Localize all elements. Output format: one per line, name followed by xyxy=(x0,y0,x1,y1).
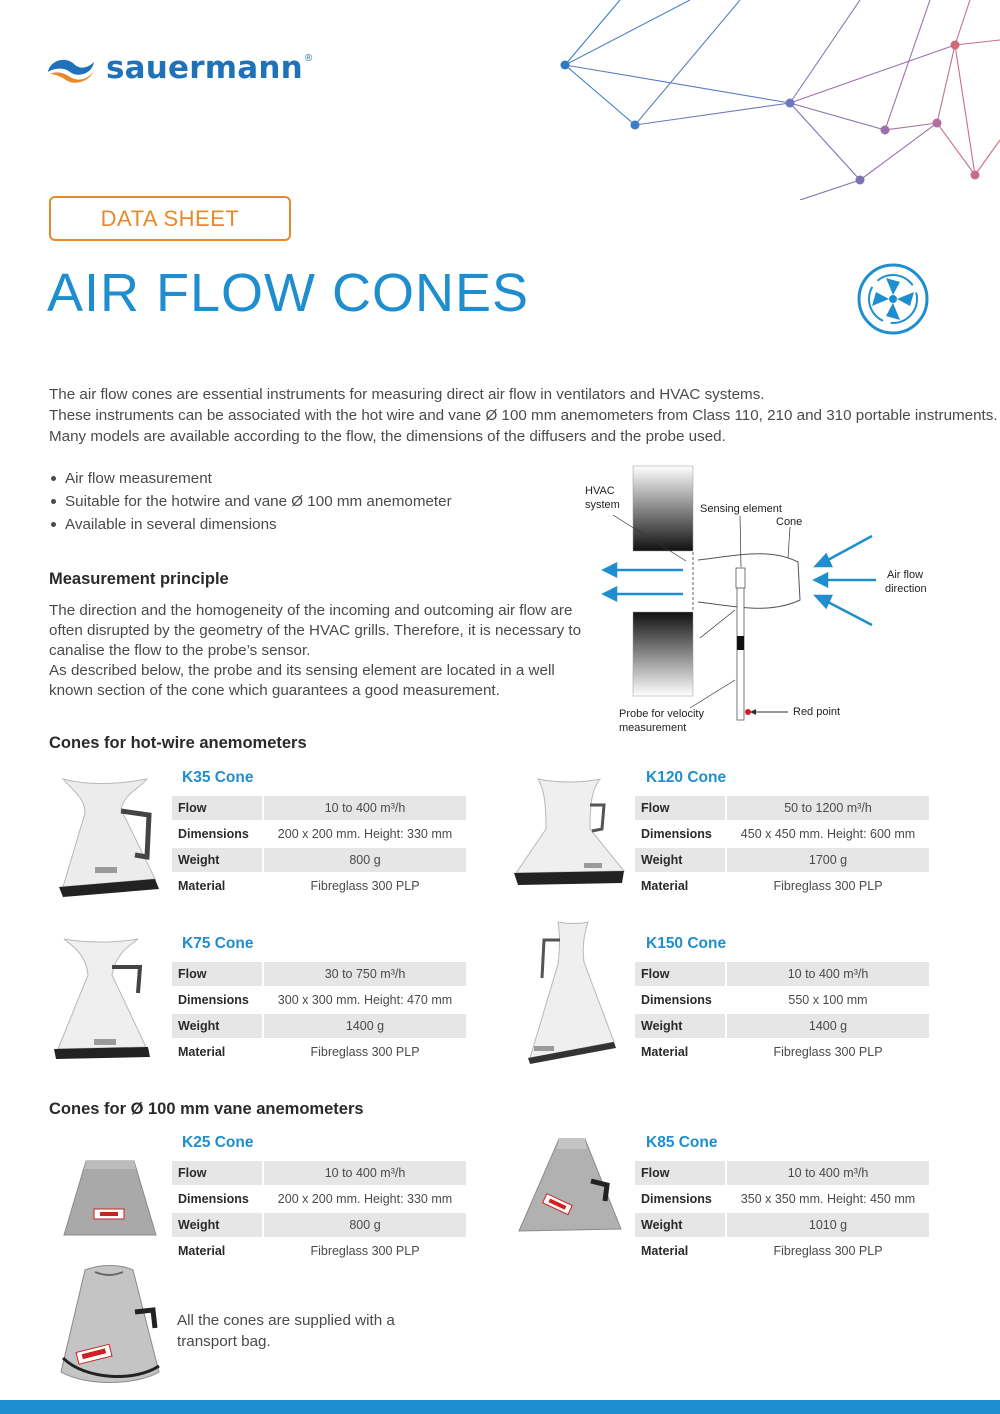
label-red-point: Red point xyxy=(793,706,841,718)
k120-title: K120 Cone xyxy=(646,769,727,786)
registered-mark: ® xyxy=(304,52,313,64)
principle-line: The direction and the homogeneity of the incoming and outcoming air flow are xyxy=(49,602,573,619)
intro-line: The air flow cones are essential instruments for measuring direct air flow in ventilators and HVAC systems. xyxy=(49,386,765,403)
k35-title: K35 Cone xyxy=(182,769,254,786)
feature-item xyxy=(49,513,549,536)
hotwire-heading: Cones for hot-wire anemometers xyxy=(49,734,307,752)
bag-note-line: transport bag. xyxy=(177,1333,271,1350)
spec-row xyxy=(635,1014,929,1038)
spec-value: 10 to 400 m³/h xyxy=(264,1161,466,1185)
spec-label: Flow xyxy=(172,1161,264,1185)
k150-cone-image xyxy=(522,918,622,1066)
hvac-upper-block xyxy=(633,466,693,551)
spec-label: Weight xyxy=(172,848,264,872)
k85-cone-image xyxy=(515,1135,627,1240)
label-airflow-1: Air flow xyxy=(887,569,924,581)
spec-value: 800 g xyxy=(264,1213,466,1237)
spec-value: Fibreglass 300 PLP xyxy=(773,879,883,893)
k85-title: K85 Cone xyxy=(646,1134,718,1151)
bullet-icon xyxy=(51,476,56,481)
spec-label: Flow xyxy=(635,962,727,986)
page-title: AIR FLOW CONES xyxy=(47,263,530,323)
vane-heading: Cones for Ø 100 mm vane anemometers xyxy=(49,1100,364,1118)
spec-row xyxy=(172,822,466,846)
spec-row xyxy=(172,1014,466,1038)
intro-line: These instruments can be associated with the hot wire and vane Ø 100 mm anemometers from Class 110, 210 and 310 portable instruments. xyxy=(49,407,998,424)
principle-line: As described below, the probe and its sensing element are located in a well xyxy=(49,662,555,679)
feature-text: Suitable for the hotwire and vane Ø 100 mm anemometer xyxy=(65,493,452,510)
probe-band xyxy=(737,636,744,650)
feature-text: Available in several dimensions xyxy=(65,516,277,533)
k35-spec-table xyxy=(172,794,466,900)
spec-row xyxy=(635,848,929,872)
spec-label: Material xyxy=(641,1045,689,1059)
label-airflow-2: direction xyxy=(885,583,927,595)
spec-label: Weight xyxy=(172,1014,264,1038)
spec-label: Weight xyxy=(635,1014,727,1038)
principle-line: canalise the flow to the probe’s sensor. xyxy=(49,642,311,659)
bullet-icon xyxy=(51,499,56,504)
doc-type-label: DATA SHEET xyxy=(100,205,240,231)
bullet-icon xyxy=(51,522,56,527)
spec-label: Dimensions xyxy=(178,827,249,841)
spec-label: Flow xyxy=(635,796,727,820)
principle-line: often disrupted by the geometry of the HVAC grills. Therefore, it is necessary to xyxy=(49,622,582,639)
spec-label: Material xyxy=(641,1244,689,1258)
spec-row xyxy=(635,988,929,1012)
k120-cone-image xyxy=(512,775,627,895)
spec-label: Flow xyxy=(172,962,264,986)
spec-row xyxy=(635,1213,929,1237)
doc-type-badge xyxy=(49,196,291,241)
intro-paragraph xyxy=(49,384,998,447)
transport-bag-image xyxy=(55,1262,165,1390)
spec-value: 800 g xyxy=(264,848,466,872)
spec-label: Material xyxy=(641,879,689,893)
spec-row xyxy=(172,1213,466,1237)
spec-row xyxy=(172,848,466,872)
label-sensing: Sensing element xyxy=(700,503,782,515)
spec-value: 1010 g xyxy=(727,1213,929,1237)
spec-value: Fibreglass 300 PLP xyxy=(310,1244,420,1258)
spec-row xyxy=(635,962,929,986)
spec-label: Weight xyxy=(172,1213,264,1237)
feature-list xyxy=(49,467,549,536)
measurement-diagram xyxy=(575,462,995,742)
label-cone: Cone xyxy=(776,516,803,528)
spec-value: 300 x 300 mm. Height: 470 mm xyxy=(277,993,453,1007)
label-hvac-2: system xyxy=(585,499,620,511)
cone-outline xyxy=(698,554,800,608)
k150-spec-table xyxy=(635,960,929,1066)
spec-value: 10 to 400 m³/h xyxy=(727,1161,929,1185)
spec-row xyxy=(172,1239,466,1263)
spec-row xyxy=(635,1187,929,1211)
spec-value: 10 to 400 m³/h xyxy=(264,796,466,820)
spec-value: 30 to 750 m³/h xyxy=(264,962,466,986)
spec-value: 1400 g xyxy=(727,1014,929,1038)
k25-cone-image xyxy=(60,1155,160,1245)
spec-label: Material xyxy=(178,1244,226,1258)
spec-row xyxy=(635,1040,929,1064)
spec-value: Fibreglass 300 PLP xyxy=(773,1244,883,1258)
k35-cone-image xyxy=(55,775,165,900)
principle-text xyxy=(49,601,582,701)
spec-label: Flow xyxy=(172,796,264,820)
spec-row xyxy=(635,822,929,846)
spec-row xyxy=(635,796,929,820)
spec-row xyxy=(172,796,466,820)
spec-row xyxy=(172,962,466,986)
spec-label: Dimensions xyxy=(178,993,249,1007)
spec-label: Weight xyxy=(635,848,727,872)
network-decoration xyxy=(500,0,1000,200)
spec-value: 450 x 450 mm. Height: 600 mm xyxy=(740,827,916,841)
sauermann-logo-icon xyxy=(44,52,98,84)
spec-row xyxy=(635,1161,929,1185)
spec-row xyxy=(172,988,466,1012)
spec-label: Dimensions xyxy=(641,993,712,1007)
k150-title: K150 Cone xyxy=(646,935,727,952)
spec-label: Dimensions xyxy=(178,1192,249,1206)
label-probe-1: Probe for velocity xyxy=(619,708,704,720)
brand-logo xyxy=(44,48,384,88)
spec-value: Fibreglass 300 PLP xyxy=(310,1045,420,1059)
principle-line: known section of the cone which guarantees a good measurement. xyxy=(49,682,500,699)
spec-row xyxy=(172,1187,466,1211)
feature-item xyxy=(49,467,549,490)
sensing-element xyxy=(736,568,745,588)
k75-title: K75 Cone xyxy=(182,935,254,952)
footer-bar xyxy=(0,1400,1000,1414)
bag-note-line: All the cones are supplied with a xyxy=(177,1312,395,1329)
spec-row xyxy=(635,1239,929,1263)
bag-note xyxy=(177,1310,437,1352)
fan-icon xyxy=(856,262,930,336)
spec-value: Fibreglass 300 PLP xyxy=(773,1045,883,1059)
spec-label: Flow xyxy=(635,1161,727,1185)
spec-value: Fibreglass 300 PLP xyxy=(310,879,420,893)
k75-cone-image xyxy=(50,935,160,1065)
spec-value: 550 x 100 mm xyxy=(788,993,868,1007)
spec-row xyxy=(172,874,466,898)
spec-row xyxy=(635,874,929,898)
label-probe-2: measurement xyxy=(619,722,687,734)
feature-text: Air flow measurement xyxy=(65,470,212,487)
brand-name: sauermann xyxy=(106,50,303,86)
spec-value: 200 x 200 mm. Height: 330 mm xyxy=(277,827,453,841)
spec-row xyxy=(172,1040,466,1064)
principle-heading: Measurement principle xyxy=(49,570,229,588)
spec-value: 1700 g xyxy=(727,848,929,872)
spec-row xyxy=(172,1161,466,1185)
spec-value: 50 to 1200 m³/h xyxy=(727,796,929,820)
spec-value: 350 x 350 mm. Height: 450 mm xyxy=(740,1192,916,1206)
hvac-lower-block xyxy=(633,612,693,696)
spec-value: 1400 g xyxy=(264,1014,466,1038)
spec-label: Material xyxy=(178,879,226,893)
feature-item xyxy=(49,490,549,513)
k85-spec-table xyxy=(635,1159,929,1265)
spec-label: Dimensions xyxy=(641,1192,712,1206)
k25-title: K25 Cone xyxy=(182,1134,254,1151)
spec-label: Weight xyxy=(635,1213,727,1237)
intro-line: Many models are available according to the flow, the dimensions of the diffusers and the probe used. xyxy=(49,428,726,445)
k75-spec-table xyxy=(172,960,466,1066)
k120-spec-table xyxy=(635,794,929,900)
spec-label: Material xyxy=(178,1045,226,1059)
spec-value: 10 to 400 m³/h xyxy=(727,962,929,986)
k25-spec-table xyxy=(172,1159,466,1265)
label-hvac-1: HVAC xyxy=(585,485,615,497)
spec-label: Dimensions xyxy=(641,827,712,841)
spec-value: 200 x 200 mm. Height: 330 mm xyxy=(277,1192,453,1206)
